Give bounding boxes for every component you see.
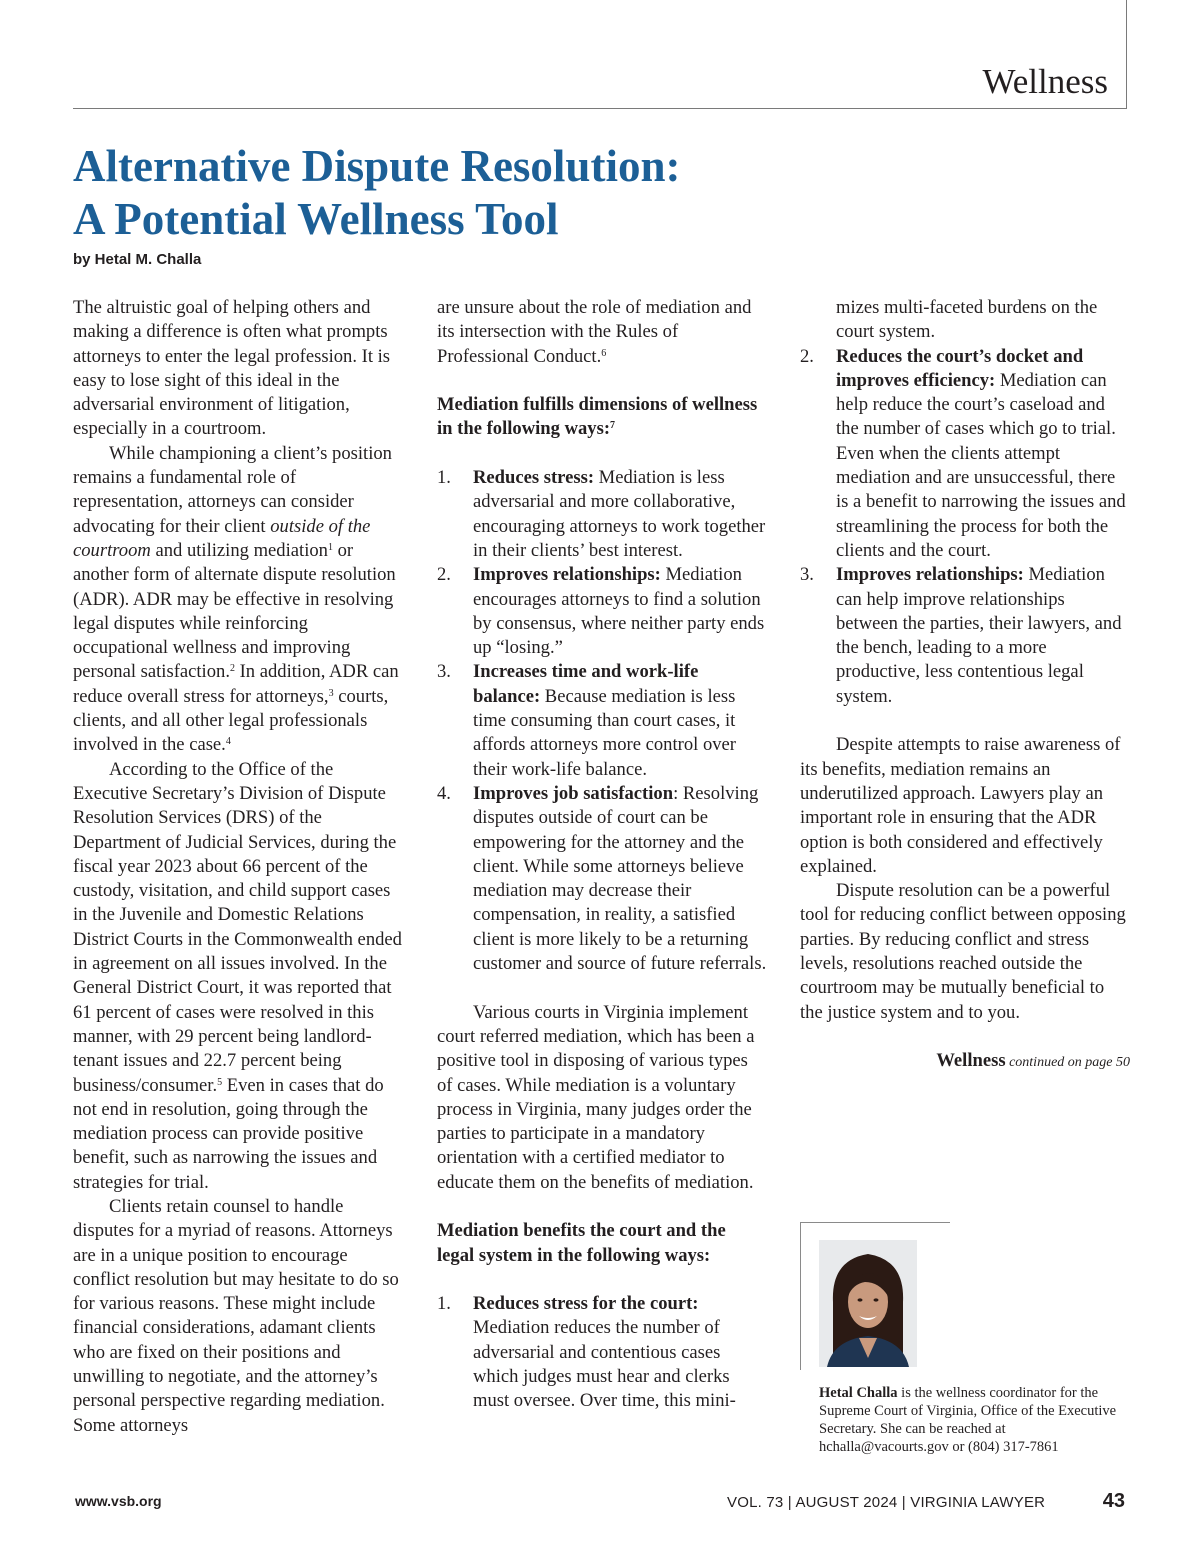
list-item xyxy=(437,782,767,976)
list-text xyxy=(836,345,1130,564)
footnote-ref: 4 xyxy=(225,736,231,748)
footnote-ref: 3 xyxy=(328,687,334,699)
list-item-lead: Improves relationships: xyxy=(473,564,661,586)
list-item xyxy=(437,563,767,660)
column-3 xyxy=(800,296,1130,1076)
list-item-lead: Reduces stress for the court: xyxy=(473,1293,699,1315)
text-span: In addition, ADR can reduce overall stress for attorneys, xyxy=(73,661,399,707)
footer-issue: VOL. 73 | AUGUST 2024 | VIRGINIA LAWYER xyxy=(727,1494,1046,1511)
text-span: Mediation is less adversarial and more collaborative, encouraging attorneys to work together in their clients’ best interest. xyxy=(473,467,766,561)
court-benefits-list xyxy=(437,1292,767,1413)
paragraph xyxy=(73,758,403,1195)
section-label: Wellness xyxy=(982,62,1108,101)
court-benefits-list-continued xyxy=(800,296,1130,345)
list-item xyxy=(437,660,767,781)
list-item-lead: Improves relationships: xyxy=(836,564,1024,586)
author-photo xyxy=(819,1240,917,1367)
footnote-ref: 7 xyxy=(610,420,616,432)
list-text xyxy=(836,563,1130,709)
title-line-1: Alternative Dispute Resolution: xyxy=(73,141,681,191)
text-span: and utilizing mediation xyxy=(150,539,328,561)
paragraph: The altruistic goal of helping others and making a difference is often what prompts attorneys to enter the legal profession. It is easy to lose sight of this ideal in the adversarial environment of litigation, especially in a courtroom. xyxy=(73,297,391,440)
footnote-ref: 2 xyxy=(229,663,235,675)
text-span: Mediation can help reduce the court’s caseload and the number of cases which go to trial. Even when the clients attempt mediation and are unsuccessful, there is a benefit to narrowing the issues and streamlining the process for both the clients and the court. xyxy=(836,369,1126,561)
list-item-lead: Reduces stress: xyxy=(473,467,595,489)
list-number: 4. xyxy=(437,782,451,804)
list-number: 3. xyxy=(437,661,451,683)
paragraph: Dispute resolution can be a powerful tool for reducing conflict between opposing parties. By reducing conflict and stress levels, resolutions reached outside the courtroom may be mutually beneficial to the justice system and to you. xyxy=(800,880,1126,1023)
text-span: Even in cases that do not end in resolution, going through the mediation process can provide positive benefit, such as narrowing the issues and strategies for trial. xyxy=(73,1074,384,1193)
header-vertical-rule xyxy=(1126,0,1127,109)
paragraph: Various courts in Virginia implement court referred mediation, which has been a positive tool in disposing of various types of cases. While mediation is a voluntary process in Virginia, many judges order the parties to participate in a mandatory orientation with a certified mediator to educate them on the benefits of mediation. xyxy=(437,1001,755,1193)
list-item xyxy=(437,1292,767,1413)
text-span: While championing a client’s position remains a fundamental role of representation, attorneys can consider advocating for their client xyxy=(73,442,392,537)
bio-box-side-rule xyxy=(800,1222,801,1370)
list-item xyxy=(437,466,767,563)
list-number: 3. xyxy=(800,564,814,586)
text-span: are unsure about the role of mediation and its intersection with the Rules of Professional Conduct. xyxy=(437,297,752,367)
continued-section: Wellness xyxy=(936,1050,1006,1072)
list-number: 1. xyxy=(437,467,451,489)
text-span: Because mediation is less time consuming than court cases, it affords attorneys more control over their work-life balance. xyxy=(473,685,736,780)
list-text xyxy=(473,660,767,781)
text-span: According to the Office of the Executive Secretary’s Division of Dispute Resolution Services (DRS) of the Department of Judicial Services, during the fiscal year 2023 about 66 percent of the custody, visitation, and child support cases in the Juvenile and Domestic Relations District Courts in the Commonwealth ended in agreement on all issues involved. In the General District Court, it was reported that 61 percent of cases were resolved in this manner, with 29 percent being landlord-tenant issues and 22.7 percent being business/consumer. xyxy=(73,758,402,1096)
list-text xyxy=(473,563,767,660)
text-span: Mediation can help improve relationships between the parties, their lawyers, and the bench, leading to a more productive, less contentious legal system. xyxy=(836,564,1122,707)
list-text xyxy=(473,466,767,563)
paragraph xyxy=(73,442,403,758)
footer-url: www.vsb.org xyxy=(75,1493,162,1509)
author-portrait-image xyxy=(819,1240,917,1367)
list-item-lead: Increases time and work-life balance: xyxy=(473,661,699,707)
list-item xyxy=(800,345,1130,564)
author-bio xyxy=(819,1384,1119,1456)
footnote-ref: 5 xyxy=(217,1076,223,1088)
footnote-ref: 6 xyxy=(601,347,607,359)
paragraph: Despite attempts to raise awareness of its benefits, mediation remains an underutilized approach. Lawyers play an important role in ensuring that the ADR option is both considered and effectively explained. xyxy=(800,734,1121,877)
text-span: courts, clients, and all other legal professionals involved in the case. xyxy=(73,685,389,756)
column-1 xyxy=(73,296,403,1438)
page-number: 43 xyxy=(1102,1490,1125,1512)
list-item-continued xyxy=(800,296,1130,345)
subheading xyxy=(437,393,767,442)
article-title xyxy=(73,140,973,246)
bio-text: is the wellness coordinator for the Supreme Court of Virginia, Office of the Executive Secretary. She can be reached at hchalla@vacourts.gov or (804) 317-7861 xyxy=(819,1385,1117,1455)
continued-note xyxy=(800,1049,1130,1075)
list-number: 2. xyxy=(800,345,814,367)
header-rule xyxy=(73,108,1127,109)
list-number: 1. xyxy=(437,1293,451,1315)
byline: by Hetal M. Challa xyxy=(73,251,202,268)
title-line-2: A Potential Wellness Tool xyxy=(73,194,559,244)
author-name: Hetal Challa xyxy=(819,1385,898,1401)
list-item-lead: Improves job satisfaction xyxy=(473,782,674,804)
text-span: or another form of alternate dispute resolution (ADR). ADR may be effective in resolving legal disputes while reinforcing occupational wellness and improving personal satisfaction. xyxy=(73,539,396,683)
text-span: Mediation reduces the number of adversarial and contentious cases which judges must hear and clerks must oversee. Over time, this mini- xyxy=(473,1317,736,1412)
list-text xyxy=(473,1292,767,1413)
text-span: Mediation encourages attorneys to find a solution by consensus, where neither party ends up “losing.” xyxy=(473,564,765,659)
list-item xyxy=(800,563,1130,709)
emphasis: outside of the courtroom xyxy=(73,515,371,561)
paragraph: Clients retain counsel to handle disputes for a myriad of reasons. Attorneys are in a unique position to encourage conflict resolution but may hesitate to do so for various reasons. These might include financial considerations, adamant clients who are fixed on their positions and unwilling to negotiate, and the attorney’s personal perspective regarding mediation. Some attorneys xyxy=(73,1195,399,1436)
list-number: 2. xyxy=(437,564,451,586)
footnote-ref: 1 xyxy=(327,541,333,553)
subheading: Mediation benefits the court and the legal system in the following ways: xyxy=(437,1220,726,1266)
list-text: mizes multi-faceted burdens on the court system. xyxy=(836,297,1098,343)
paragraph xyxy=(437,296,767,369)
text-span: : Resolving disputes outside of court can be empowering for the attorney and the client. While some attorneys believe mediation may decrease their compensation, in reality, a satisfied client is more likely to be a returning customer and source of future referrals. xyxy=(473,782,767,975)
list-text xyxy=(473,782,767,976)
text-span: Mediation fulfills dimensions of wellness in the following ways: xyxy=(437,394,758,440)
wellness-list xyxy=(437,466,767,976)
bio-box-top-rule xyxy=(800,1222,950,1223)
list-item-lead: Reduces the court’s docket and improves efficiency: xyxy=(836,345,1084,391)
court-benefits-list-2 xyxy=(800,345,1130,709)
column-2 xyxy=(437,296,767,1414)
continued-text: continued on page 50 xyxy=(1005,1055,1130,1071)
